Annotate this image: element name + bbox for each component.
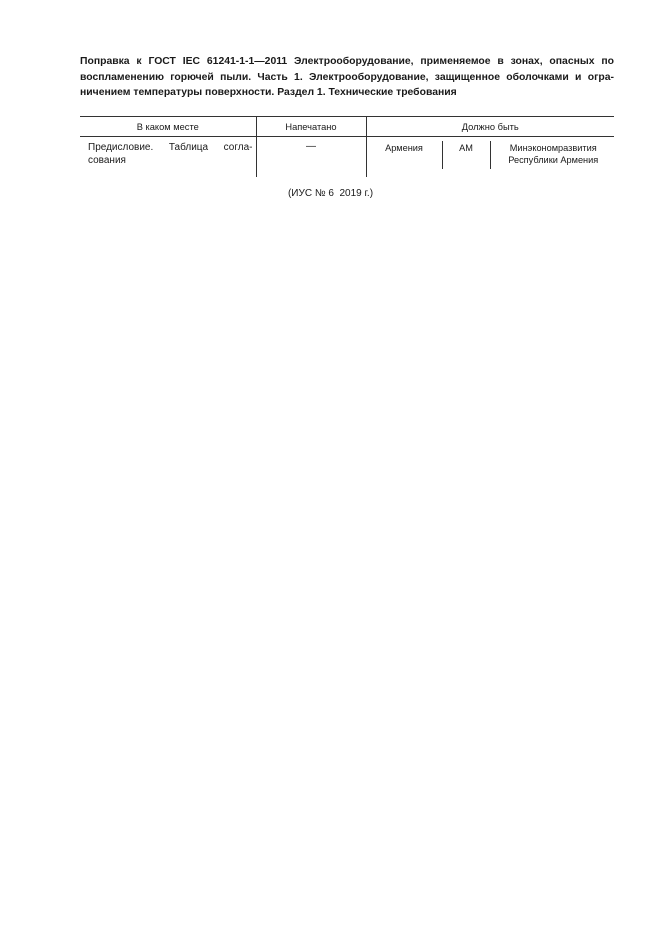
location-line-2: сования: [88, 155, 126, 166]
table-row: [80, 137, 614, 178]
title-line-2: воспламенению горючей пыли. Часть 1. Электрооборудование, защищенное оболочками и огра-: [80, 71, 614, 83]
location-line-1: Предисловие. Таблица согла-: [88, 142, 253, 153]
header-location: В каком месте: [80, 117, 256, 137]
source-note: (ИУС № 6 2019 г.): [287, 188, 374, 199]
cell-should-be: [366, 137, 614, 178]
amendment-table: [80, 116, 614, 177]
table-header-row: [80, 117, 614, 137]
should-be-country: Армения: [367, 141, 443, 169]
authority-line-1: Минэкономразвития: [509, 143, 597, 153]
should-be-authority: [490, 141, 614, 169]
cell-printed: —: [256, 137, 366, 178]
header-should-be: Должно быть: [366, 117, 614, 137]
should-be-subtable: [367, 141, 615, 169]
header-printed: Напечатано: [256, 117, 366, 137]
title-line-3: ничением температуры поверхности. Раздел 1. Технические требования: [80, 87, 457, 98]
title-line-1: Поправка к ГОСТ IEC 61241-1-1—2011 Электрооборудование, применяемое в зонах, опасных по: [80, 56, 614, 67]
cell-location: [80, 137, 256, 178]
should-be-code: AM: [442, 141, 490, 169]
authority-line-2: Республики Армения: [508, 154, 599, 165]
amendment-title: [80, 54, 614, 101]
